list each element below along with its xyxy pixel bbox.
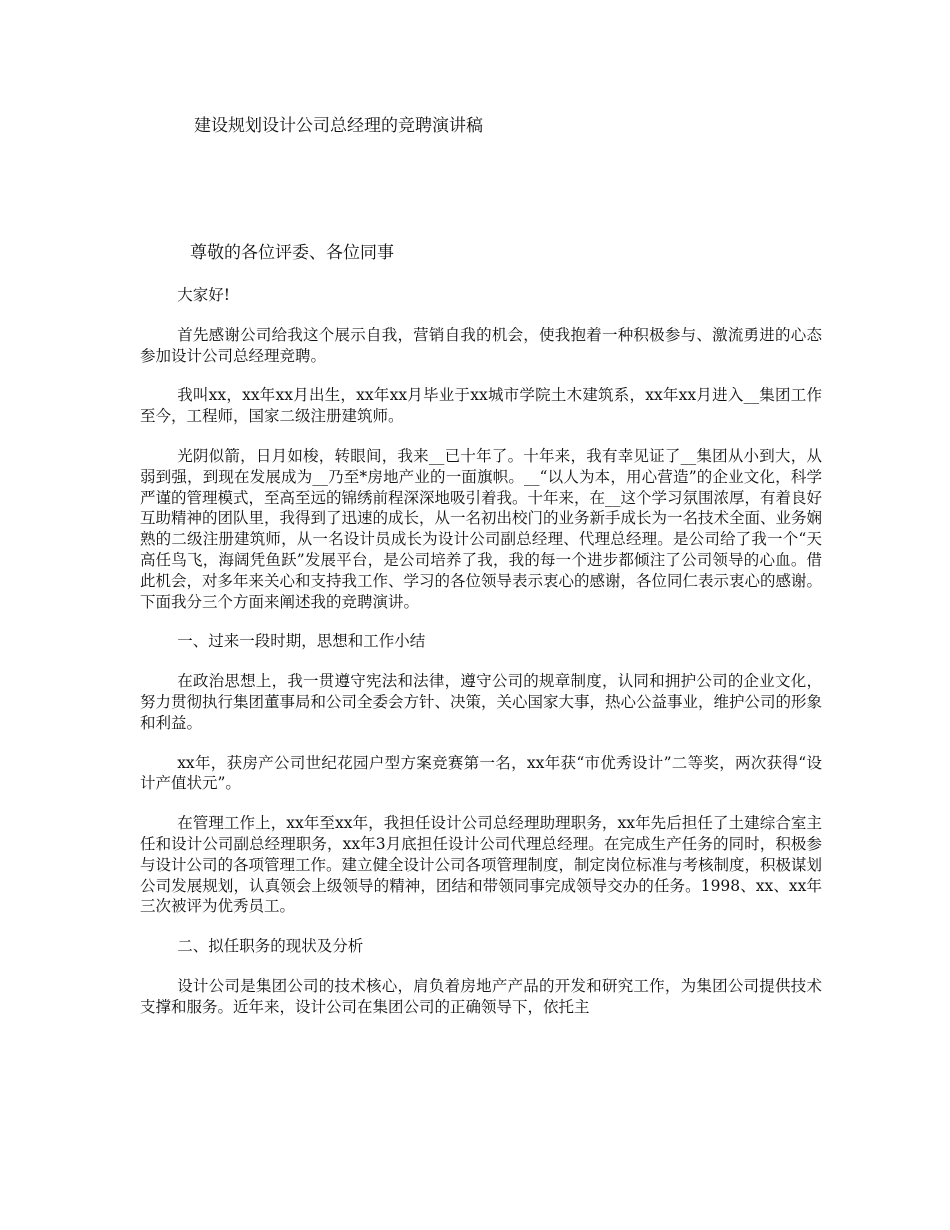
paragraph-ten-years: 光阴似箭，日月如梭，转眼间，我来__已十年了。十年来，我有幸见证了__集团从小到大，从弱到强，到现在发展成为__乃至*房地产业的一面旗帜。__“以人为本，用心营造”的企业文化，科学严谨的管理模式，至高至远的锦绣前程深深地吸引着我。十年来，在__这个学习氛围浓厚，有着良好互助精神的团队里，我得到了迅速的成长，从一名初出校门的业务新手成长为一名技术全面、业务娴熟的二级注册建筑师，从一名设计员成长为设计公司副总经理、代理总经理。是公司给了我一个“天高任鸟飞，海阔凭鱼跃”发展平台，是公司培养了我，我的每一个进步都倾注了公司领导的心血。借此机会，对多年来关心和支持我工作、学习的各位领导表示衷心的感谢，各位同仁表示衷心的感谢。下面我分三个方面来阐述我的竞聘演讲。 — [140, 446, 823, 611]
paragraph-management: 在管理工作上，xx年至xx年，我担任设计公司总经理助理职务，xx年先后担任了土建综合室主任和设计公司副总经理职务，xx年3月底担任设计公司代理总经理。在完成生产任务的同时，积极参与设计公司的各项管理工作。建立健全设计公司各项管理制度，制定岗位标准与考核制度，积极谋划公司发展规划，认真领会上级领导的精神，团结和带领同事完成领导交办的任务。1998、xx、xx年三次被评为优秀员工。 — [140, 814, 823, 916]
section-heading-2: 二、拟任职务的现状及分析 — [177, 937, 364, 956]
section-heading-1: 一、过来一段时期，思想和工作小结 — [177, 632, 426, 651]
paragraph-political: 在政治思想上，我一贯遵守宪法和法律，遵守公司的规章制度，认同和拥护公司的企业文化，努力贯彻执行集团董事局和公司全委会方针、决策，关心国家大事，热心公益事业，维护公司的形象和利益。 — [140, 672, 823, 732]
salutation: 尊敬的各位评委、各位同事 — [190, 243, 394, 263]
paragraph-intro: 首先感谢公司给我这个展示自我，营销自我的机会，使我抱着一种积极参与、激流勇进的心态参加设计公司总经理竞聘。 — [140, 325, 822, 365]
greeting: 大家好! — [177, 286, 230, 304]
paragraph-personal-info: 我叫xx，xx年xx月出生，xx年xx月毕业于xx城市学院土木建筑系，xx年xx月进入__集团工作至今，工程师，国家二级注册建筑师。 — [140, 386, 822, 426]
paragraph-awards: xx年，获房产公司世纪花园户型方案竞赛第一名，xx年获“市优秀设计”二等奖，两次获得“设计产值状元”。 — [140, 753, 822, 793]
paragraph-design-company: 设计公司是集团公司的技术核心，肩负着房地产产品的开发和研究工作，为集团公司提供技术支撑和服务。近年来，设计公司在集团公司的正确领导下，依托主 — [140, 976, 822, 1016]
document-body — [140, 285, 822, 1037]
document-title: 建设规划设计公司总经理的竞聘演讲稿 — [194, 116, 483, 136]
